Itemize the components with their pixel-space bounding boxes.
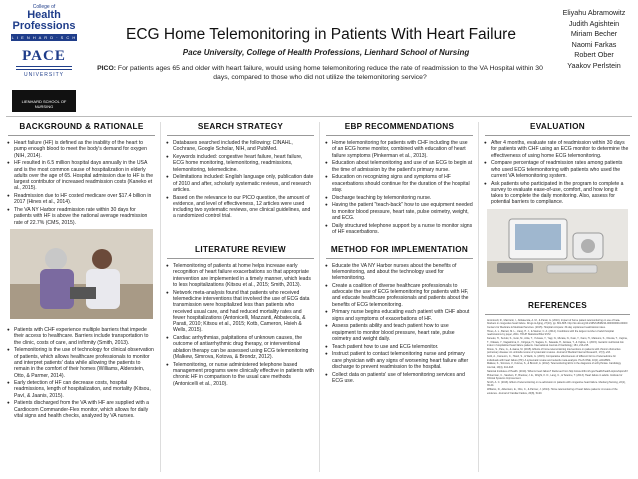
reference-item: Hines, A. L., Barrett, M. L., Jiang, H. J., & Steiner, C. A. (2014). Conditions with the largest number of adult hospital readmissions by payer, 2011. HCUP Statistical Brief #172. [487, 329, 614, 337]
pace-word: PACE [22, 48, 66, 64]
photo-illustration [10, 229, 153, 319]
reference-item: National Institutes of Health. (2014). What is heart failure? Retrieved from http://www.nhlbi.nih.gov/health/health-topics/topics/hf [487, 369, 628, 373]
pace-lines-decoration [16, 66, 72, 70]
list-item: ● Based on the relevance to our PICO question, the amount of evidence, and level of effectiveness, 12 articles were used including two systematic reviews, one clinical guidelines, and a randomized control trial. [173, 195, 314, 220]
list-item: ● Compare percentage of readmission rates among patients who used ECG telemonitoring with patients who used the current VA telemonitoring system. [491, 160, 630, 179]
author-name: Judith Agishtein [568, 18, 620, 28]
column-separator [160, 122, 161, 472]
nurse-patient-photo [10, 229, 153, 319]
list-item: ● Delimitations included: English language only, publication date of 2010 and after, scholarly systematic reviews, and research articles. [173, 174, 314, 193]
header-divider [6, 116, 632, 117]
list-item: ● Telemonitoring is the use of technology for clinical observation of patients, which allows healthcare professionals to monitor and interpret patients' data while allowing the patients to remain in the comfort of their homes (Williams, Alderstein, Otto, & Parmer, 2014). [14, 347, 155, 378]
author-list [552, 8, 636, 71]
evaluation-bullets [481, 140, 634, 206]
ebp-bullets [322, 140, 477, 235]
list-item: ● The VA NY Harbor readmission rate within 30 days for patients with HF is above the national average readmission rate of 22.7% (CMS, 2015). [14, 207, 155, 226]
device-illustration [487, 209, 628, 287]
section-title-search: SEARCH STRATEGY [167, 118, 314, 136]
list-item: ● Keywords included: congestive heart failure, heart failure, ECG home monitoring, telemonitoring, readmissions, telemonitoring, telemedicine. [173, 154, 314, 173]
list-item: ● Readmission due to HF costed medicare over $17.4 billion in 2017 (Hines et al., 2014). [14, 193, 155, 206]
background-column [4, 118, 159, 421]
section-title-evaluation: EVALUATION [485, 118, 630, 136]
list-item: ● Having the patient "teach-back" how to use equipment needed to monitor blood pressure, heart rate, pulse oximetry, weight, and ECG. [332, 202, 473, 221]
list-item: ● Early detection of HF can decrease costs, hospital readmissions, length of hospitalization, and mortality (Kitsou, Paví, & Jaanis, 2015). [14, 380, 155, 399]
logo-professions: Professions [12, 20, 76, 32]
college-of-health-professions-logo [6, 4, 82, 47]
school-logo-box [12, 90, 76, 112]
ebp-method-column [322, 118, 477, 386]
pace-university-word: UNIVERSITY [23, 72, 64, 78]
list-item: ● Assess patients ability and teach patient how to use equipment to monitor blood pressure, heart rate, pulse oximetry and weight daily. [332, 323, 473, 342]
evaluation-references-column [481, 118, 634, 396]
column-separator [319, 122, 320, 472]
search-literature-column [163, 118, 318, 388]
list-item: ● Instruct patient to contact telemonitoring nurse and primary care physician with any signs of worsening heart failure after discharge to prevent readmission to the hospital. [332, 351, 473, 370]
list-item: ● HF resulted in 6.5 million hospital days annually in the USA and is the most common cause of hospitalization in elderly adults over the age of 65. Hospital admission due to HF is the largest contributor of increased readmission costs (Kaneko et al., 2015). [14, 160, 155, 191]
poster-header [0, 0, 638, 118]
literature-bullets [163, 263, 318, 387]
list-item: ● Education on recognizing signs and symptoms of HF exacerbations should continue for the duration of the hospital stay. [332, 174, 473, 193]
list-item: ● Discharge teaching by telemonitoring nurse. [332, 195, 473, 201]
reference-item: Kitsou, S., Pare, G., & Jaana, M. (2015). Effects of home telemonitoring interventions on patients with chronic obstructive pulmonary disease: An umbrella review of systematic reviews. Journal of Medical Internet Research, 17(3), e63. [487, 347, 621, 355]
column-separator [478, 122, 479, 472]
reference-item: Smith, A. C. (2013). Effect of telemonitoring on re-admission in patients with congestive heart failure. Medsurg Nursing, 22(1), 39-44. [487, 380, 626, 388]
telemonitor-device-photo [487, 209, 628, 287]
author-name: Yaakov Perlstein [567, 60, 621, 70]
section-title-literature: LITERATURE REVIEW [167, 241, 314, 259]
list-item: ● Patients discharged from the VA with HF are supplied with a Cardiocom Commander-Flex monitor, which allows for daily vital signs and health checks, analyzed by VA nurses. [14, 400, 155, 419]
list-item: ● Home telemonitoring for patients with CHF including the use of an ECG home monitor, combined with education of heart failure symptoms (Pinkerman et al., 2013). [332, 140, 473, 159]
list-item: ● Primary nurse begins educating each patient with CHF about signs and symptoms of exacerbations of HF. [332, 309, 473, 322]
list-item: ● Ask patients who participated in the program to complete a survey to evaluate ease-of-use, comfort, and how long it takes to complete the daily monitoring. Also, assess for potential barriers to compliance. [491, 181, 630, 206]
reference-item: Centers for Medicare & Medicaid Services. (2015). Hospital compare: 30-day unplanned readmission rates. [487, 326, 606, 330]
list-item: ● Heart failure (HF) is defined as the inability of the heart to pump enough blood to meet the body's demand for oxygen (NIH, 2014). [14, 140, 155, 159]
list-item: ● Telemonitoring of patients at home helps increase early recognition of heart failure exacerbations so that appropriate intervention are implemented in a timely manner, which leads to less hospitalizations (Kitsou et al., 2015; Smith, 2013). [173, 263, 314, 288]
reference-item: Malkew, K., Simrova, V., Kotova, S., & Brondz, A. (2012). Telemonitoring ECG in the diagnosis of arrhythmias. Cardiology Journal, 19(4), 412-418. [487, 362, 621, 369]
pico-text: For patients ages 65 and older with heart failure, would using home telemonitoring reduce the rate of readmission to the VA Hospital within 30 days, compared to those who did not utilize the telemonitoring service? [117, 65, 543, 81]
section-title-background: BACKGROUND & RATIONALE [8, 118, 155, 136]
reference-list [481, 319, 634, 395]
reference-item: Pinkerman, C., Sanders, P., Breslow, J. E., Wright, K. D., Lang, C., & Teterine, T. (2013). Heart failure in adults. Institute for Clinical Systems Improvement. [487, 373, 623, 380]
logo-college-line: College of [32, 4, 56, 10]
reference-item: Kaneko, H., Suzuki, S., Goto, M., Arita, T., Yuzawa, Y., Yagi, N., Murata, N., Kato, Y., Kano, H., Matsuno, S., Otsuka, T., Uejima, T., Oikawa, Y., Nagashima, K., Kirigaya, H., Sagara, K., Sawada, H., Aizawa, T., & Yajima, J. (2015). Geriatric nutritional risk index in hospitalized heart failure patients. International Journal of Cardiology, 181, 213-215. [487, 337, 628, 347]
list-item: ● After 4 months, evaluate rate of readmission within 30 days for patients with CHF using an ECG monitor to determine the effectiveness of using home ECG telemonitoring. [491, 140, 630, 159]
list-item: ● Databases searched included the following: CINAHL, Cochrane, Google Scholar, NIH, and PubMed. [173, 140, 314, 153]
list-item: ● Teach patient how to use and ECG telemonitor. [332, 344, 473, 350]
author-name: Robert Ober [574, 50, 614, 59]
reference-item: Antonicelli, R., Mazzanti, I., Abbatecola, A. M., & Parati, G. (2010). Impact of home patient telemonitoring on use of beta-blockers in congestive heart failure. Drugs & Aging, 27(10), pp. 801-805. http://dx.doi.org/10.2165/11538210-000000000-00000 [487, 318, 628, 326]
section-title-references: REFERENCES [485, 297, 630, 315]
school-logo-text: LIENHARD SCHOOL OF NURSING [21, 99, 67, 109]
list-item: ● Daily structured telephone support by a nurse to monitor signs of HF exacerbations. [332, 223, 473, 236]
pico-question [90, 64, 550, 82]
pico-label: PICO: [97, 65, 117, 72]
author-name: Eliyahu Abramowitz [562, 8, 626, 17]
logo-bar: L I E N H A R D · S C H O O L [11, 35, 77, 47]
method-bullets [322, 263, 477, 385]
reference-item: Kotb, A., Cameron, C., Hsieh, S., & Wells, G. (2015). Comparative effectiveness of different forms of telemedicine for individuals with heart failure (HF): A systematic review and network meta-analysis. PLoS ONE, 10(2), e0118681. [487, 355, 616, 362]
search-bullets [163, 140, 318, 220]
section-title-ebp: EBP RECOMMENDATIONS [326, 118, 473, 136]
list-item: ● Cardiac arrhythmias, palpitations of unknown causes, the outcome of antiarrhythmic drug therapy, or interventional ablation therapy can be assessed using ECG telemonitoring (Malkew, Simrova, Kotova, & Brondz, 2012). [173, 335, 314, 360]
author-name: Miriam Becher [570, 29, 618, 38]
college-logo [6, 4, 82, 112]
list-item: ● Create a coalition of diverse healthcare professionals to advocate the use of ECG telemonitoring for patients with HF, and educate healthcare professionals and patients about the benefits of ECG telemonitoring. [332, 283, 473, 308]
affiliation-line: Pace University, College of Health Professions, Lienhard School of Nursing [182, 48, 470, 57]
section-title-method: METHOD FOR IMPLEMENTATION [326, 241, 473, 259]
author-name: Naomi Farkas [571, 39, 617, 49]
background-bullets-2 [4, 327, 159, 419]
reference-item: Williams, D., Alderstein, E., Otto, C., & Parmer, J. (2014). Home telemonitoring of heart failure patients: A review of the evidence. Journal of Cardiac Failure, 20(8), S120. [487, 388, 618, 395]
list-item: ● Network meta-analysis found that patients who received telemedicine interventions that involved the use of ECG data transmission were hospitalized less than patients who received usual care, and had reduced mortality rates and fewer hospitalizations (Antonicelli, Mazzanti, Abbatecola, & Parati, 2010; Kitsou et al., 2015; Kotb, Cameron, Hsieh & Wells, 2015). [173, 290, 314, 334]
pace-university-logo [12, 48, 76, 88]
logo-health: Health [27, 9, 61, 21]
background-bullets [4, 140, 159, 226]
list-item: ● Patients with CHF experience multiple barriers that impede their access to healthcare. Barriers include transportation to the clinic, costs of care, and infirmity (Smith, 2013). [14, 327, 155, 346]
list-item: ● Education about telemonitoring and use of an ECG to begin at the time of admission by the patient's primary nurse. [332, 160, 473, 173]
list-item: ● Telemonitoring, or nurse administered telephone based management programs were clinically effective in patients with chronic HF in comparison to the usual care methods (Antonicelli et al., 2010). [173, 362, 314, 387]
poster-title: ECG Home Telemonitoring in Patients With Heart Failure [126, 26, 516, 43]
list-item: ● Collect data on patients' use of telemonitoring services and ECG use. [332, 372, 473, 385]
list-item: ● Educate the VA NY Harbor nurses about the benefits of telemonitoring, and about the technology used for telemonitoring. [332, 263, 473, 282]
